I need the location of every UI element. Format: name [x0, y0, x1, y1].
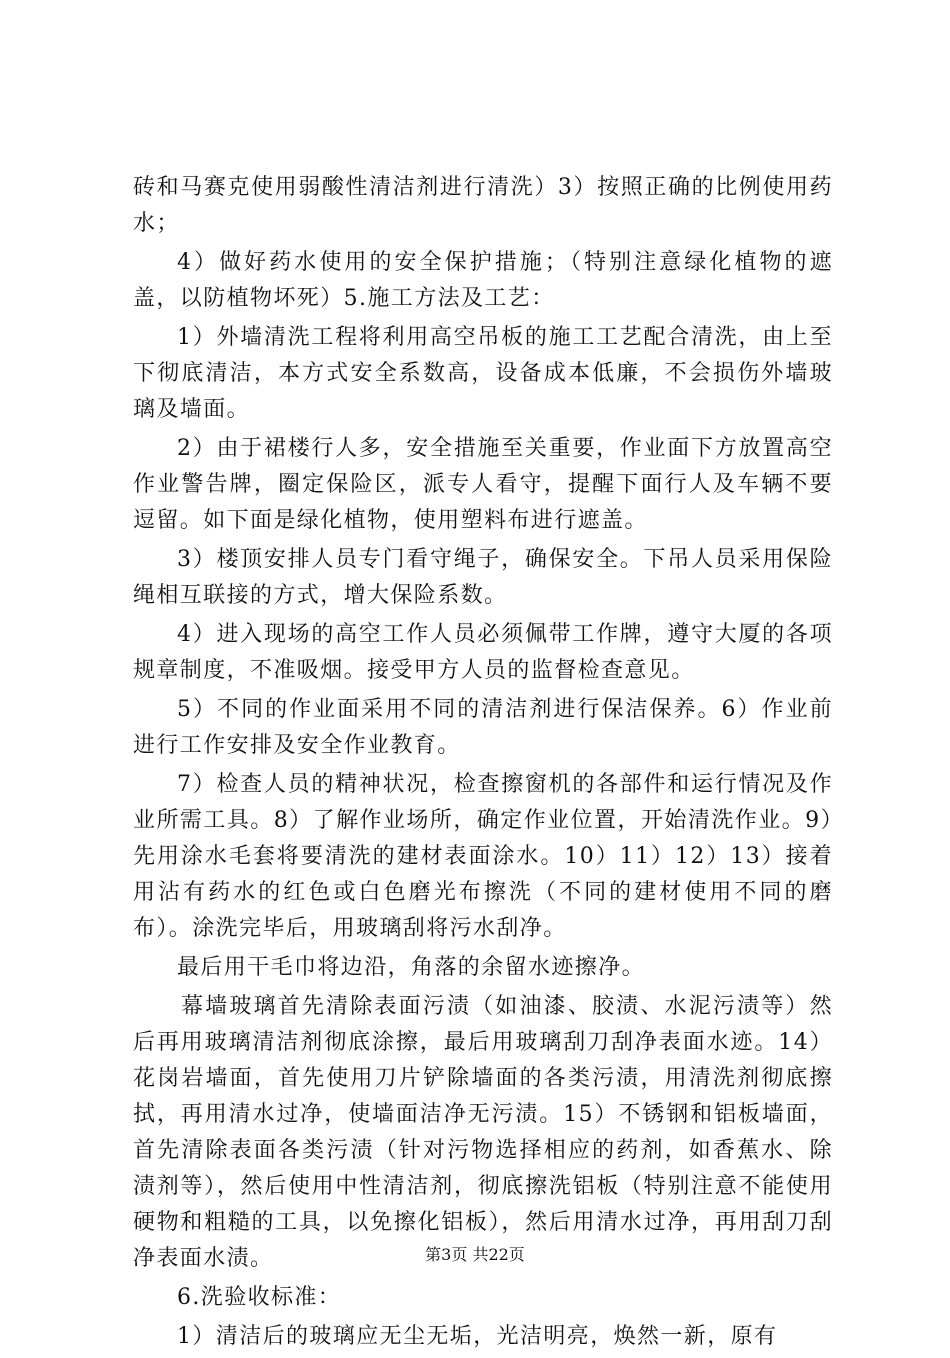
page-number-footer: 第3页 共22页 — [425, 1245, 525, 1264]
paragraph: 1）清洁后的玻璃应无尘无垢，光洁明亮，焕然一新，原有 — [177, 1324, 778, 1349]
paragraph: 2）由于裙楼行人多，安全措施至关重要，作业面下方放置高空作业警告牌，圈定保险区，派专人看守，提醒下面行人及车辆不要逗留。如下面是绿化植物，使用塑料布进行遮盖。 — [133, 436, 833, 533]
paragraph: 3）楼顶安排人员专门看守绳子，确保安全。下吊人员采用保险绳相互联接的方式，增大保险系数。 — [133, 547, 833, 608]
paragraph: 4）做好药水使用的安全保护措施；（特别注意绿化植物的遮盖，以防植物坏死）5.施工方法及工艺： — [133, 250, 833, 311]
paragraph: 7）检查人员的精神状况，检查擦窗机的各部件和运行情况及作业所需工具。8）了解作业场所，确定作业位置，开始清洗作业。9）先用涂水毛套将要清洗的建材表面涂水。10）11）12）13）接着用沾有药水的红色或白色磨光布擦洗（不同的建材使用不同的磨布）。涂洗完毕后，用玻璃刮将污水刮净。 — [133, 772, 833, 941]
paragraph: 4）进入现场的高空工作人员必须佩带工作牌，遵守大厦的各项规章制度，不准吸烟。接受甲方人员的监督检查意见。 — [133, 622, 833, 683]
paragraph: 砖和马赛克使用弱酸性清洁剂进行清洗）3）按照正确的比例使用药水； — [133, 175, 833, 236]
paragraph: 6.洗验收标准： — [177, 1285, 342, 1310]
paragraph: 1）外墙清洗工程将利用高空吊板的施工工艺配合清洗，由上至下彻底清洁，本方式安全系数高，设备成本低廉，不会损伤外墙玻璃及墙面。 — [133, 325, 833, 422]
paragraph: 5）不同的作业面采用不同的清洁剂进行保洁保养。6）作业前进行工作安排及安全作业教育。 — [133, 697, 833, 758]
paragraph: 幕墙玻璃首先清除表面污渍（如油漆、胶渍、水泥污渍等）然后再用玻璃清洁剂彻底涂擦，最后用玻璃刮刀刮净表面水迹。14）花岗岩墙面，首先使用刀片铲除墙面的各类污渍，用清洗剂彻底擦拭，再用清水过净，使墙面洁净无污渍。15）不锈钢和铝板墙面，首先清除表面各类污渍（针对污物选择相应的药剂，如香蕉水、除渍剂等），然后使用中性清洁剂，彻底擦洗铝板（特别注意不能使用硬物和粗糙的工具，以免擦化铝板），然后用清水过净，再用刮刀刮净表面水渍。 — [133, 994, 833, 1271]
paragraph: 最后用干毛巾将边沿，角落的余留水迹擦净。 — [177, 955, 646, 980]
document-body — [133, 170, 833, 1358]
